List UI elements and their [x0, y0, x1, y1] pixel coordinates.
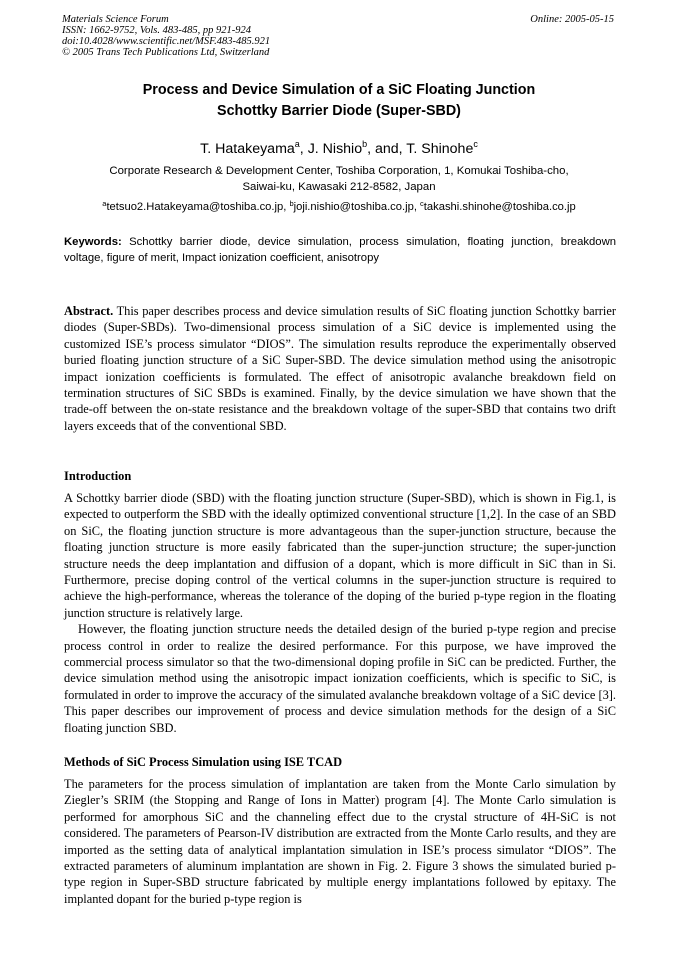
- email-mark: c: [420, 199, 424, 208]
- doi-line[interactable]: doi:10.4028/www.scientific.net/MSF.483-485.921: [62, 36, 271, 47]
- email-mark: a: [102, 199, 107, 208]
- email-mark: b: [289, 199, 294, 208]
- keywords-section: [64, 234, 616, 266]
- title-line-2: Schottky Barrier Diode (Super-SBD): [217, 103, 461, 119]
- introduction-body: [64, 490, 616, 736]
- abstract-section: [64, 303, 616, 434]
- author-affil-mark: c: [473, 139, 478, 149]
- abstract-label: Abstract.: [64, 304, 114, 318]
- affiliation: [40, 163, 638, 195]
- email-address[interactable]: takashi.shinohe@toshiba.co.jp: [423, 201, 576, 213]
- abstract-text: This paper describes process and device simulation results of SiC floating junction Schottky barrier diodes (Super-SBDs). Two-dimensional process simulation of a SiC device is implemented using the customized ISE’s process simulator “DIOS”. The simulation results reproduce the experimentally observed buried floating junction structure of a SiC Super-SBD. The device simulation method using the anisotropic impact ionization coefficients is formulated. The effect of anisotropic avalanche breakdown field on termination structures of SiC SBDs is examined. Finally, by the device simulation we have shown that the trade-off between the on-state resistance and the breakdown voltage of the super-SBD that contains two drift layers exceeds that of the conventional SBD.: [64, 304, 616, 433]
- email-separator: ,: [283, 201, 290, 213]
- email-address[interactable]: joji.nishio@toshiba.co.jp: [293, 201, 414, 213]
- keywords-label: Keywords:: [64, 236, 122, 248]
- methods-body: [64, 776, 616, 907]
- copyright-line: © 2005 Trans Tech Publications Ltd, Switzerland: [62, 47, 270, 58]
- methods-heading: Methods of SiC Process Simulation using ISE TCAD: [64, 755, 343, 769]
- author-list: [40, 140, 638, 158]
- introduction-paragraph-2: However, the floating junction structure needs the detailed design of the buried p-type region and precise process control in order to realize the desired performance. For this purpose, we have improved the commercial process simulator so that the two-dimensional doping profile in SiC can be predicted. Further, the device simulation method using the anisotropic impact ionization coefficients, which is specific to SiC, is formulated in order to improve the accuracy of the simulated avalanche breakdown voltage of a SiC device [3]. This paper describes our improvement of process and device simulation methods for the design of a SiC floating junction SBD.: [64, 622, 616, 735]
- author-name: T. Shinohe: [406, 141, 474, 157]
- journal-header: [62, 14, 392, 58]
- author-affil-mark: b: [362, 139, 368, 149]
- author-name: T. Hatakeyama: [200, 141, 295, 157]
- journal-name: Materials Science Forum: [62, 14, 169, 25]
- paper-title: [40, 80, 638, 122]
- introduction-paragraph-1: A Schottky barrier diode (SBD) with the floating junction structure (Super-SBD), which is shown in Fig.1, is expected to outperform the SBD with the ideally optimized conventional structure [1,2]. In the case of an SBD on SiC, the floating junction structure is more advantageous than the super-junction structure, because the floating junction structure is more easily fabricated than the super-junction structure; the super-junction structure needs the deep implantation and diffusion of a dopant, which is more difficult in SiC than in Si. Furthermore, precise doping control of the vertical columns in the super-junction structure is required to achieve the high-performance, whereas the tolerance of the doping of the buried p-type region in the floating junction structure is relatively large.: [64, 491, 616, 620]
- issn-line: ISSN: 1662-9752, Vols. 483-485, pp 921-924: [62, 25, 251, 36]
- author-separator: ,: [299, 141, 308, 157]
- author-affil-mark: a: [294, 139, 300, 149]
- affiliation-line-2: Saiwai-ku, Kawasaki 212-8582, Japan: [242, 181, 436, 193]
- author-name: J. Nishio: [307, 141, 363, 157]
- email-address[interactable]: tetsuo2.Hatakeyama@toshiba.co.jp: [106, 201, 284, 213]
- title-line-1: Process and Device Simulation of a SiC Floating Junction: [142, 82, 536, 98]
- email-list: [40, 199, 638, 215]
- online-date: Online: 2005-05-15: [530, 14, 614, 25]
- methods-paragraph-1: The parameters for the process simulation of implantation are taken from the Monte Carlo simulation by Ziegler’s SRIM (the Stopping and Range of Ions in Matter) program [4]. The Monte Carlo simulation is performed for amorphous SiC and the channeling effect due to the crystal structure of 4H-SiC is not considered. The parameters of Pearson-IV distribution are extracted from the Monte Carlo results, and they are imported as the setting data of analytical implantation simulation in ISE’s process simulator “DIOS”. The extracted parameters of aluminum implantation are shown in Fig. 2. Figure 3 shows the simulated buried p-type region in Super-SBD structure fabricated by multiple energy implantations followed by epitaxy. The implanted dopant for the buried p-type region is: [64, 777, 616, 906]
- introduction-heading: Introduction: [64, 469, 132, 483]
- author-separator: , and,: [367, 141, 407, 157]
- keywords-text: Schottky barrier diode, device simulation, process simulation, floating junction, breakdown voltage, figure of merit, Impact ionization coefficient, anisotropy: [64, 236, 617, 264]
- email-separator: ,: [413, 201, 421, 213]
- affiliation-line-1: Corporate Research & Development Center, Toshiba Corporation, 1, Komukai Toshiba-cho,: [109, 165, 569, 177]
